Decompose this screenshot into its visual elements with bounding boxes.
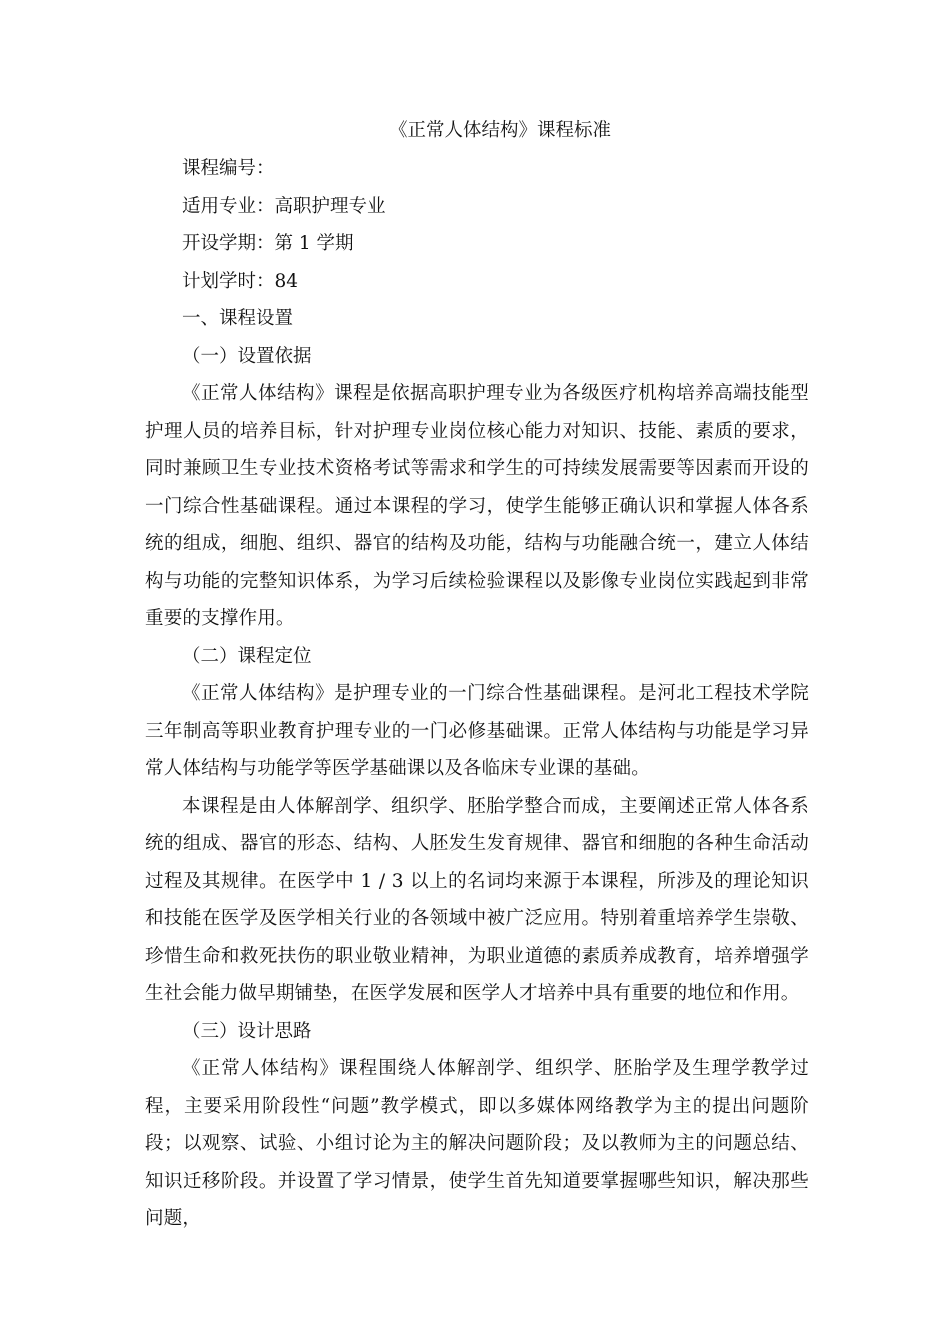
subsection-heading-design: （三）设计思路	[182, 1020, 312, 1042]
document-title: 《正常人体结构》课程标准	[388, 120, 611, 141]
applicable-major-line: 适用专业：高职护理专业	[182, 195, 386, 217]
semester-line: 开设学期：第 1 学期	[182, 233, 354, 254]
subsection-heading-positioning: （二）课程定位	[182, 645, 312, 667]
paragraph-course-content: 本课程是由人体解剖学、组织学、胚胎学整合而成，主要阐述正常人体各系统的组成、器官的形态、结构、人胚发生发育规律、器官和细胞的各种生命活动过程及其规律。在医学中 1 / 3 以上的名词均来源于本课程，所涉及的理论知识和技能在医学及医学相关行业的各领域中被广泛应用。特别着重培养学生崇敬、珍惜生命和救死扶伤的职业敬业精神，为职业道德的素质养成教育，培养增强学生社会能力做早期铺垫，在医学发展和医学人才培养中具有重要的地位和作用。	[145, 795, 809, 1004]
paragraph-design: 《正常人体结构》课程围绕人体解剖学、组织学、胚胎学及生理学教学过程，主要采用阶段性“问题”教学模式，即以多媒体网络教学为主的提出问题阶段；以观察、试验、小组讨论为主的解决问题阶段；及以教师为主的问题总结、知识迁移阶段。并设置了学习情景，使学生首先知道要掌握哪些知识，解决那些问题，	[145, 1058, 809, 1229]
paragraph-basis: 《正常人体结构》课程是依据高职护理专业为各级医疗机构培养高端技能型护理人员的培养目标，针对护理专业岗位核心能力对知识、技能、素质的要求，同时兼顾卫生专业技术资格考试等需求和学生的可持续发展需要等因素而开设的一门综合性基础课程。通过本课程的学习，使学生能够正确认识和掌握人体各系统的组成，细胞、组织、器官的结构及功能，结构与功能融合统一，建立人体结构与功能的完整知识体系，为学习后续检验课程以及影像专业岗位实践起到非常重要的支撑作用。	[145, 383, 809, 629]
document-page	[145, 112, 809, 1238]
paragraph-positioning: 《正常人体结构》是护理专业的一门综合性基础课程。是河北工程技术学院三年制高等职业教育护理专业的一门必修基础课。正常人体结构与功能是学习异常人体结构与功能学等医学基础课以及各临床专业课的基础。	[145, 683, 809, 779]
course-code-line: 课程编号：	[182, 158, 275, 179]
section-heading-course-setup: 一、课程设置	[182, 308, 294, 329]
subsection-heading-basis: （一）设置依据	[182, 345, 312, 367]
planned-hours-line: 计划学时：84	[182, 270, 299, 292]
